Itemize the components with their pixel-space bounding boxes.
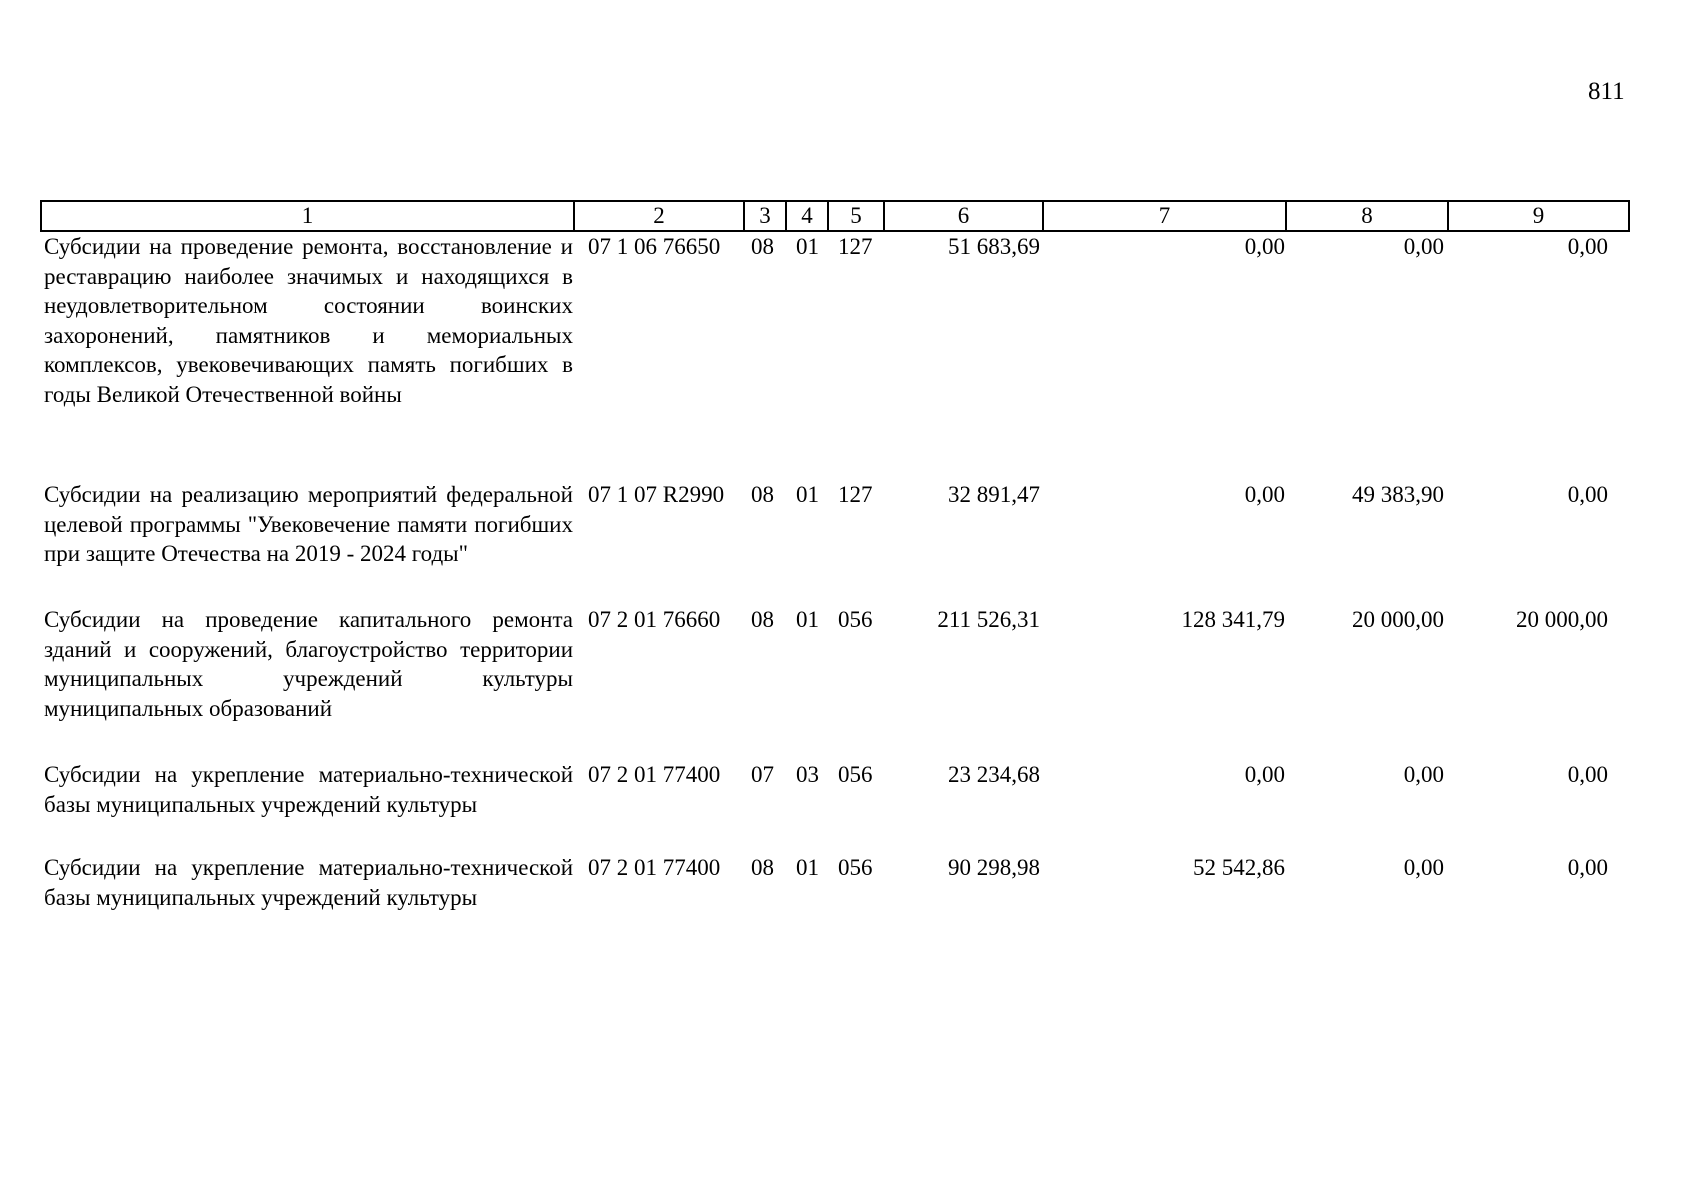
row-group: 056 (838, 855, 873, 880)
row-description: Субсидии на укрепление материально-технической базы муниципальных учреждений культуры (44, 762, 573, 817)
row-value-7: 128 341,79 (1181, 607, 1285, 632)
row-target-code: 07 2 01 77400 (588, 855, 721, 880)
row-value-9: 0,00 (1567, 234, 1608, 259)
header-col-8: 8 (1286, 201, 1448, 231)
row-value-9: 0,00 (1567, 762, 1608, 787)
page-number: 811 (1588, 78, 1625, 105)
row-target-code: 07 1 07 R2990 (588, 482, 725, 507)
row-value-6: 32 891,47 (948, 482, 1040, 507)
row-section: 08 (751, 855, 774, 880)
row-value-8: 0,00 (1403, 855, 1444, 880)
header-col-9: 9 (1448, 201, 1629, 231)
row-value-9: 0,00 (1567, 855, 1608, 880)
row-section: 07 (751, 762, 774, 787)
header-col-7: 7 (1043, 201, 1286, 231)
row-description: Субсидии на проведение капитального ремонта зданий и сооружений, благоустройство территории муниципальных учреждений культуры муниципальных образований (44, 607, 573, 721)
row-subsection: 01 (796, 234, 819, 259)
row-value-6: 51 683,69 (948, 234, 1040, 259)
row-group: 056 (838, 607, 873, 632)
row-group: 127 (838, 482, 873, 507)
row-group: 056 (838, 762, 873, 787)
header-row (41, 201, 1629, 231)
row-section: 08 (751, 234, 774, 259)
header-col-4: 4 (786, 201, 828, 231)
row-value-6: 211 526,31 (937, 607, 1040, 632)
row-value-8: 0,00 (1403, 234, 1444, 259)
row-subsection: 01 (796, 855, 819, 880)
row-subsection: 03 (796, 762, 819, 787)
row-value-8: 49 383,90 (1352, 482, 1444, 507)
row-description: Субсидии на укрепление материально-технической базы муниципальных учреждений культуры (44, 855, 573, 910)
row-value-7: 52 542,86 (1193, 855, 1285, 880)
row-value-6: 23 234,68 (948, 762, 1040, 787)
row-value-9: 0,00 (1567, 482, 1608, 507)
row-subsection: 01 (796, 607, 819, 632)
row-target-code: 07 1 06 76650 (588, 234, 721, 259)
row-group: 127 (838, 234, 873, 259)
row-value-6: 90 298,98 (948, 855, 1040, 880)
header-col-3: 3 (744, 201, 786, 231)
row-section: 08 (751, 482, 774, 507)
row-value-7: 0,00 (1244, 762, 1285, 787)
row-section: 08 (751, 607, 774, 632)
row-target-code: 07 2 01 77400 (588, 762, 721, 787)
row-value-7: 0,00 (1244, 234, 1285, 259)
row-target-code: 07 2 01 76660 (588, 607, 721, 632)
row-value-7: 0,00 (1244, 482, 1285, 507)
row-value-9: 20 000,00 (1516, 607, 1608, 632)
row-subsection: 01 (796, 482, 819, 507)
row-value-8: 0,00 (1403, 762, 1444, 787)
column-number-header (40, 200, 1630, 232)
row-value-8: 20 000,00 (1352, 607, 1444, 632)
header-col-5: 5 (828, 201, 884, 231)
row-description: Субсидии на проведение ремонта, восстановление и реставрацию наиболее значимых и находящихся в неудовлетворительном состоянии воинских захоронений, памятников и мемориальных комплексов, увековечивающих память погибших в годы Великой Отечественной войны (44, 234, 573, 407)
row-description: Субсидии на реализацию мероприятий федеральной целевой программы "Увековечение памяти погибших при защите Отечества на 2019 - 2024 годы" (44, 482, 573, 566)
header-col-1: 1 (41, 201, 574, 231)
header-col-6: 6 (884, 201, 1043, 231)
header-col-2: 2 (574, 201, 744, 231)
